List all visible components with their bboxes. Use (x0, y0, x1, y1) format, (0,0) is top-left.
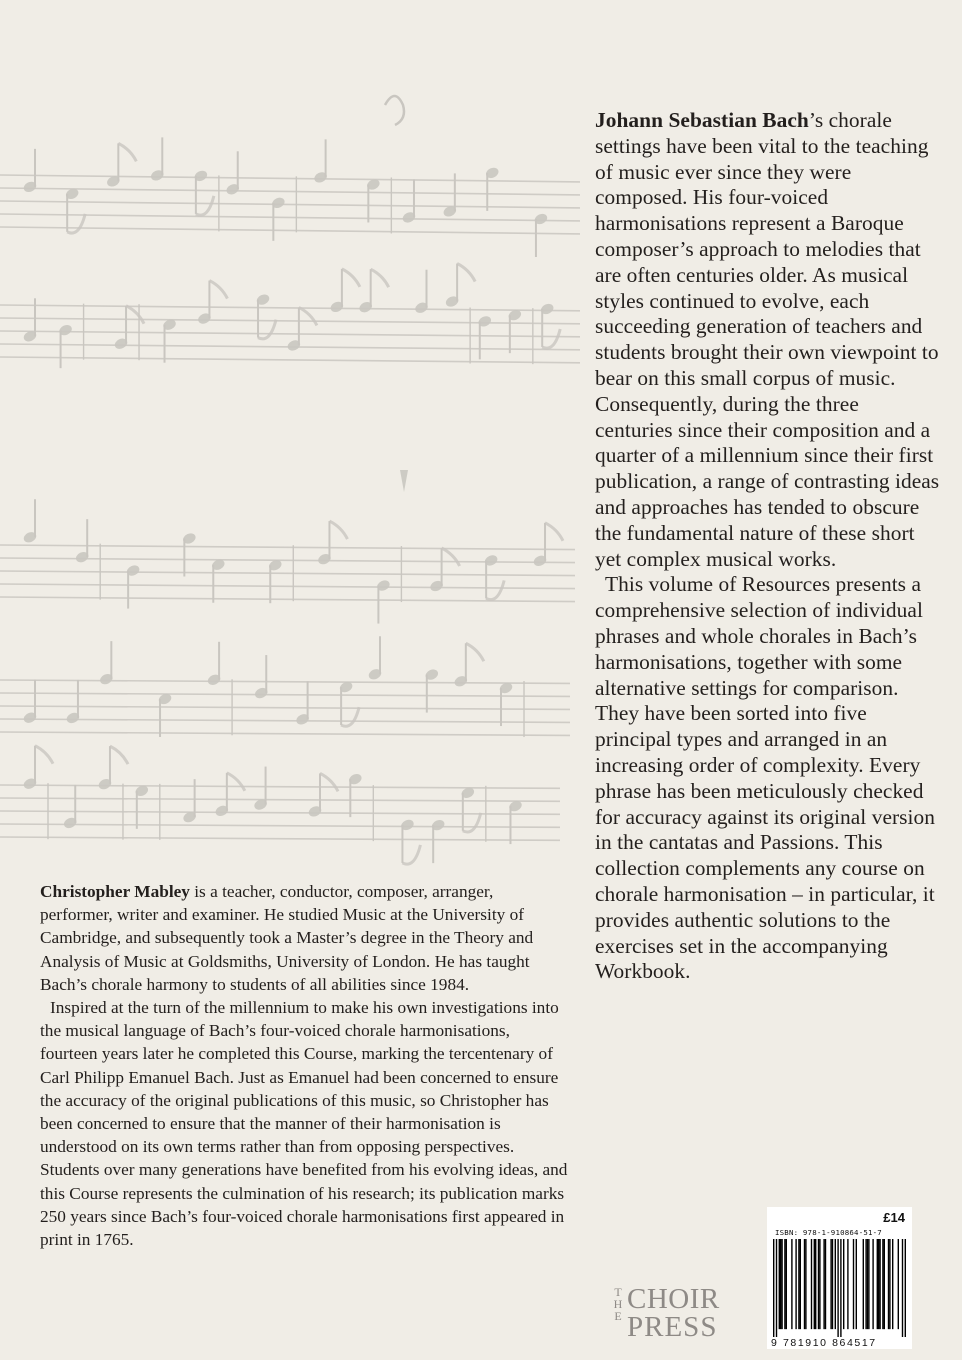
logo-choir: CHOIR (627, 1283, 720, 1315)
description-paragraph-1-text: ’s chorale settings have been vital to the teaching of music ever since they were composed. His four-voiced harmonisations represent a Baroque composer’s approach to melodies that are often centuries older. As musical styles continued to evolve, each succeeding generation of teachers and students brought their own viewpoint to bear on this small corpus of music. Consequently, during the three centuries since their composition and a quarter of a millennium since their first publication, a range of contrasting ideas and approaches has tended to obscure the fundamental nature of these short yet complex musical works. (595, 108, 940, 571)
description-paragraph-1 (595, 108, 940, 572)
composer-name: Johann Sebastian Bach (595, 108, 809, 132)
isbn-label: ISBN: 978-1-910864-51-7 (775, 1228, 882, 1237)
barcode-digits: 9 781910 864517 (771, 1337, 877, 1349)
biography-paragraph-1-text: is a teacher, conductor, composer, arranger, performer, writer and examiner. He studied Music at the University of Cambridge, and subsequently took a Master’s degree in the Theory and Analysis of Music at Goldsmiths, University of London. He has taught Bach’s chorale harmony to students of all abilities since 1984. (40, 882, 534, 994)
barcode-icon (773, 1239, 906, 1337)
author-biography (40, 880, 570, 1251)
author-name: Christopher Mabley (40, 882, 190, 901)
price-label: £14 (883, 1210, 905, 1225)
biography-paragraph-1 (40, 880, 570, 996)
barcode-panel (767, 1207, 912, 1349)
publisher-logo (607, 1283, 722, 1355)
book-description (595, 108, 940, 985)
biography-paragraph-2: Inspired at the turn of the millennium to make his own investigations into the musical language of Bach’s four-voiced chorale harmonisations, fourteen years later he completed this Course, marking the tercentenary of Carl Philipp Emanuel Bach. Just as Emanuel had been concerned to ensure the accuracy of the original publications of this music, so Christopher has been concerned to ensure that the manner of their harmonisation is understood on its own terms rather than from opposing perspectives. Students over many generations have benefited from his evolving ideas, and this Course represents the culmination of his research; its publication marks 250 years since Bach’s four-voiced chorale harmonisations first appeared in print in 1765. (40, 998, 568, 1250)
description-paragraph-2: This volume of Resources presents a comprehensive selection of individual phrases and whole chorales in Bach’s harmonisations, together with some alternative settings for comparison. They have been sorted into five principal types and arranged in an increasing order of complexity. Every phrase has been meticulously checked for accuracy against its original version in the cantatas and Passions. This collection complements any course on chorale harmonisation – in particular, it provides authentic solutions to the exercises set in the accompanying Workbook. (595, 572, 936, 984)
logo-the: T H E (613, 1285, 623, 1323)
logo-press: PRESS (627, 1311, 718, 1343)
